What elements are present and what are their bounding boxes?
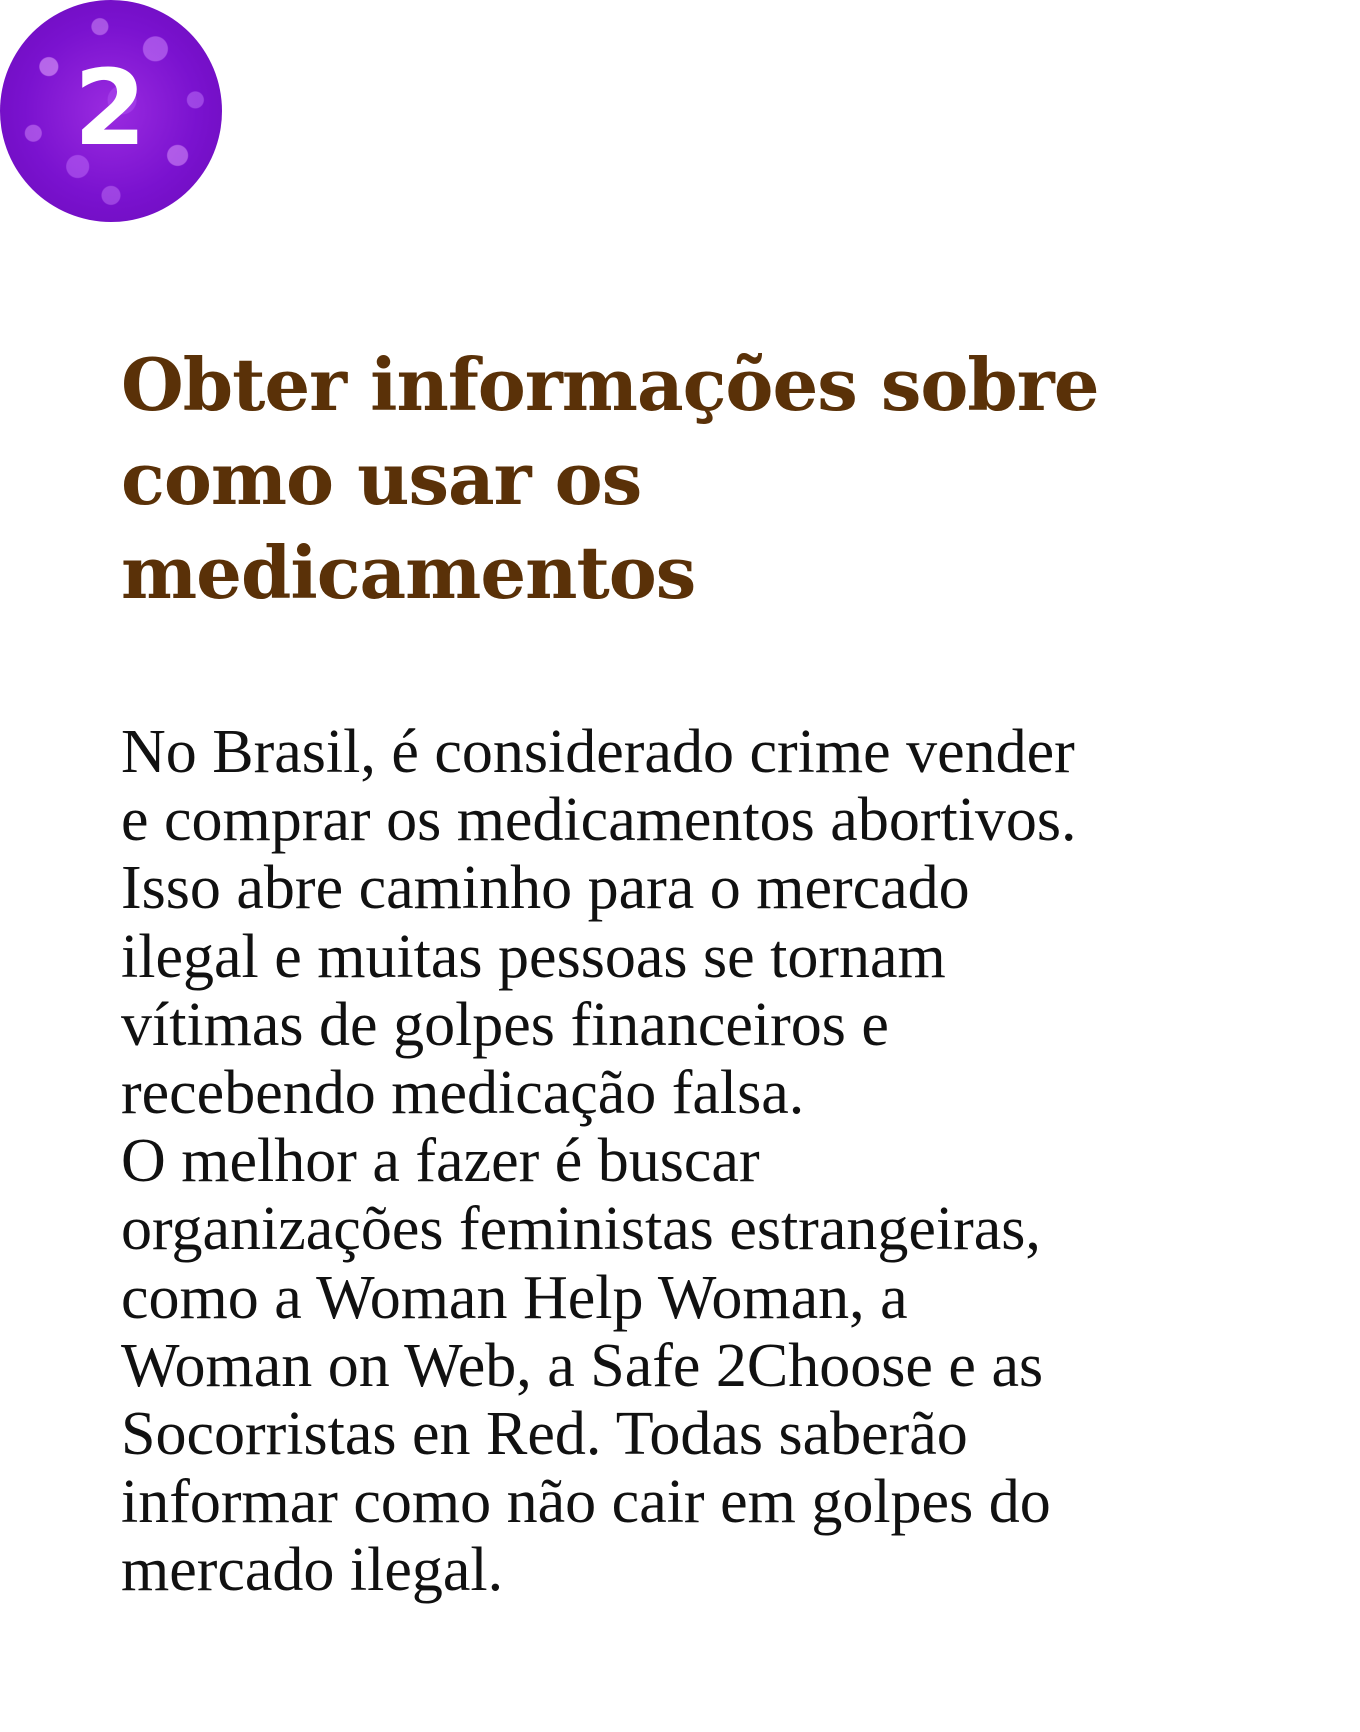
body-line: vítimas de golpes financeiros e xyxy=(121,990,889,1059)
body-line: O melhor a fazer é buscar xyxy=(121,1127,760,1196)
body-line: Woman on Web, a Safe 2Choose e as xyxy=(121,1331,1044,1400)
body-line: organizações feministas estrangeiras, xyxy=(121,1195,1041,1264)
body-line: informar como não cair em golpes do xyxy=(121,1468,1051,1537)
body-line: Isso abre caminho para o mercado xyxy=(121,854,970,923)
step-number-badge xyxy=(0,0,222,222)
body-paragraph xyxy=(121,718,1261,1605)
title-line: como usar os xyxy=(121,436,642,521)
page-title xyxy=(121,338,1251,620)
body-line: ilegal e muitas pessoas se tornam xyxy=(121,922,946,991)
step-number: 2 xyxy=(73,47,147,169)
body-line: recebendo medicação falsa. xyxy=(121,1059,805,1128)
body-line: mercado ilegal. xyxy=(121,1536,504,1605)
body-line: No Brasil, é considerado crime vender xyxy=(121,718,1075,786)
body-line: e comprar os medicamentos abortivos. xyxy=(121,786,1077,855)
body-line: Socorristas en Red. Todas saberão xyxy=(121,1400,968,1469)
title-line: medicamentos xyxy=(121,530,696,615)
body-line: como a Woman Help Woman, a xyxy=(121,1263,908,1332)
title-line: Obter informações sobre xyxy=(121,342,1099,427)
